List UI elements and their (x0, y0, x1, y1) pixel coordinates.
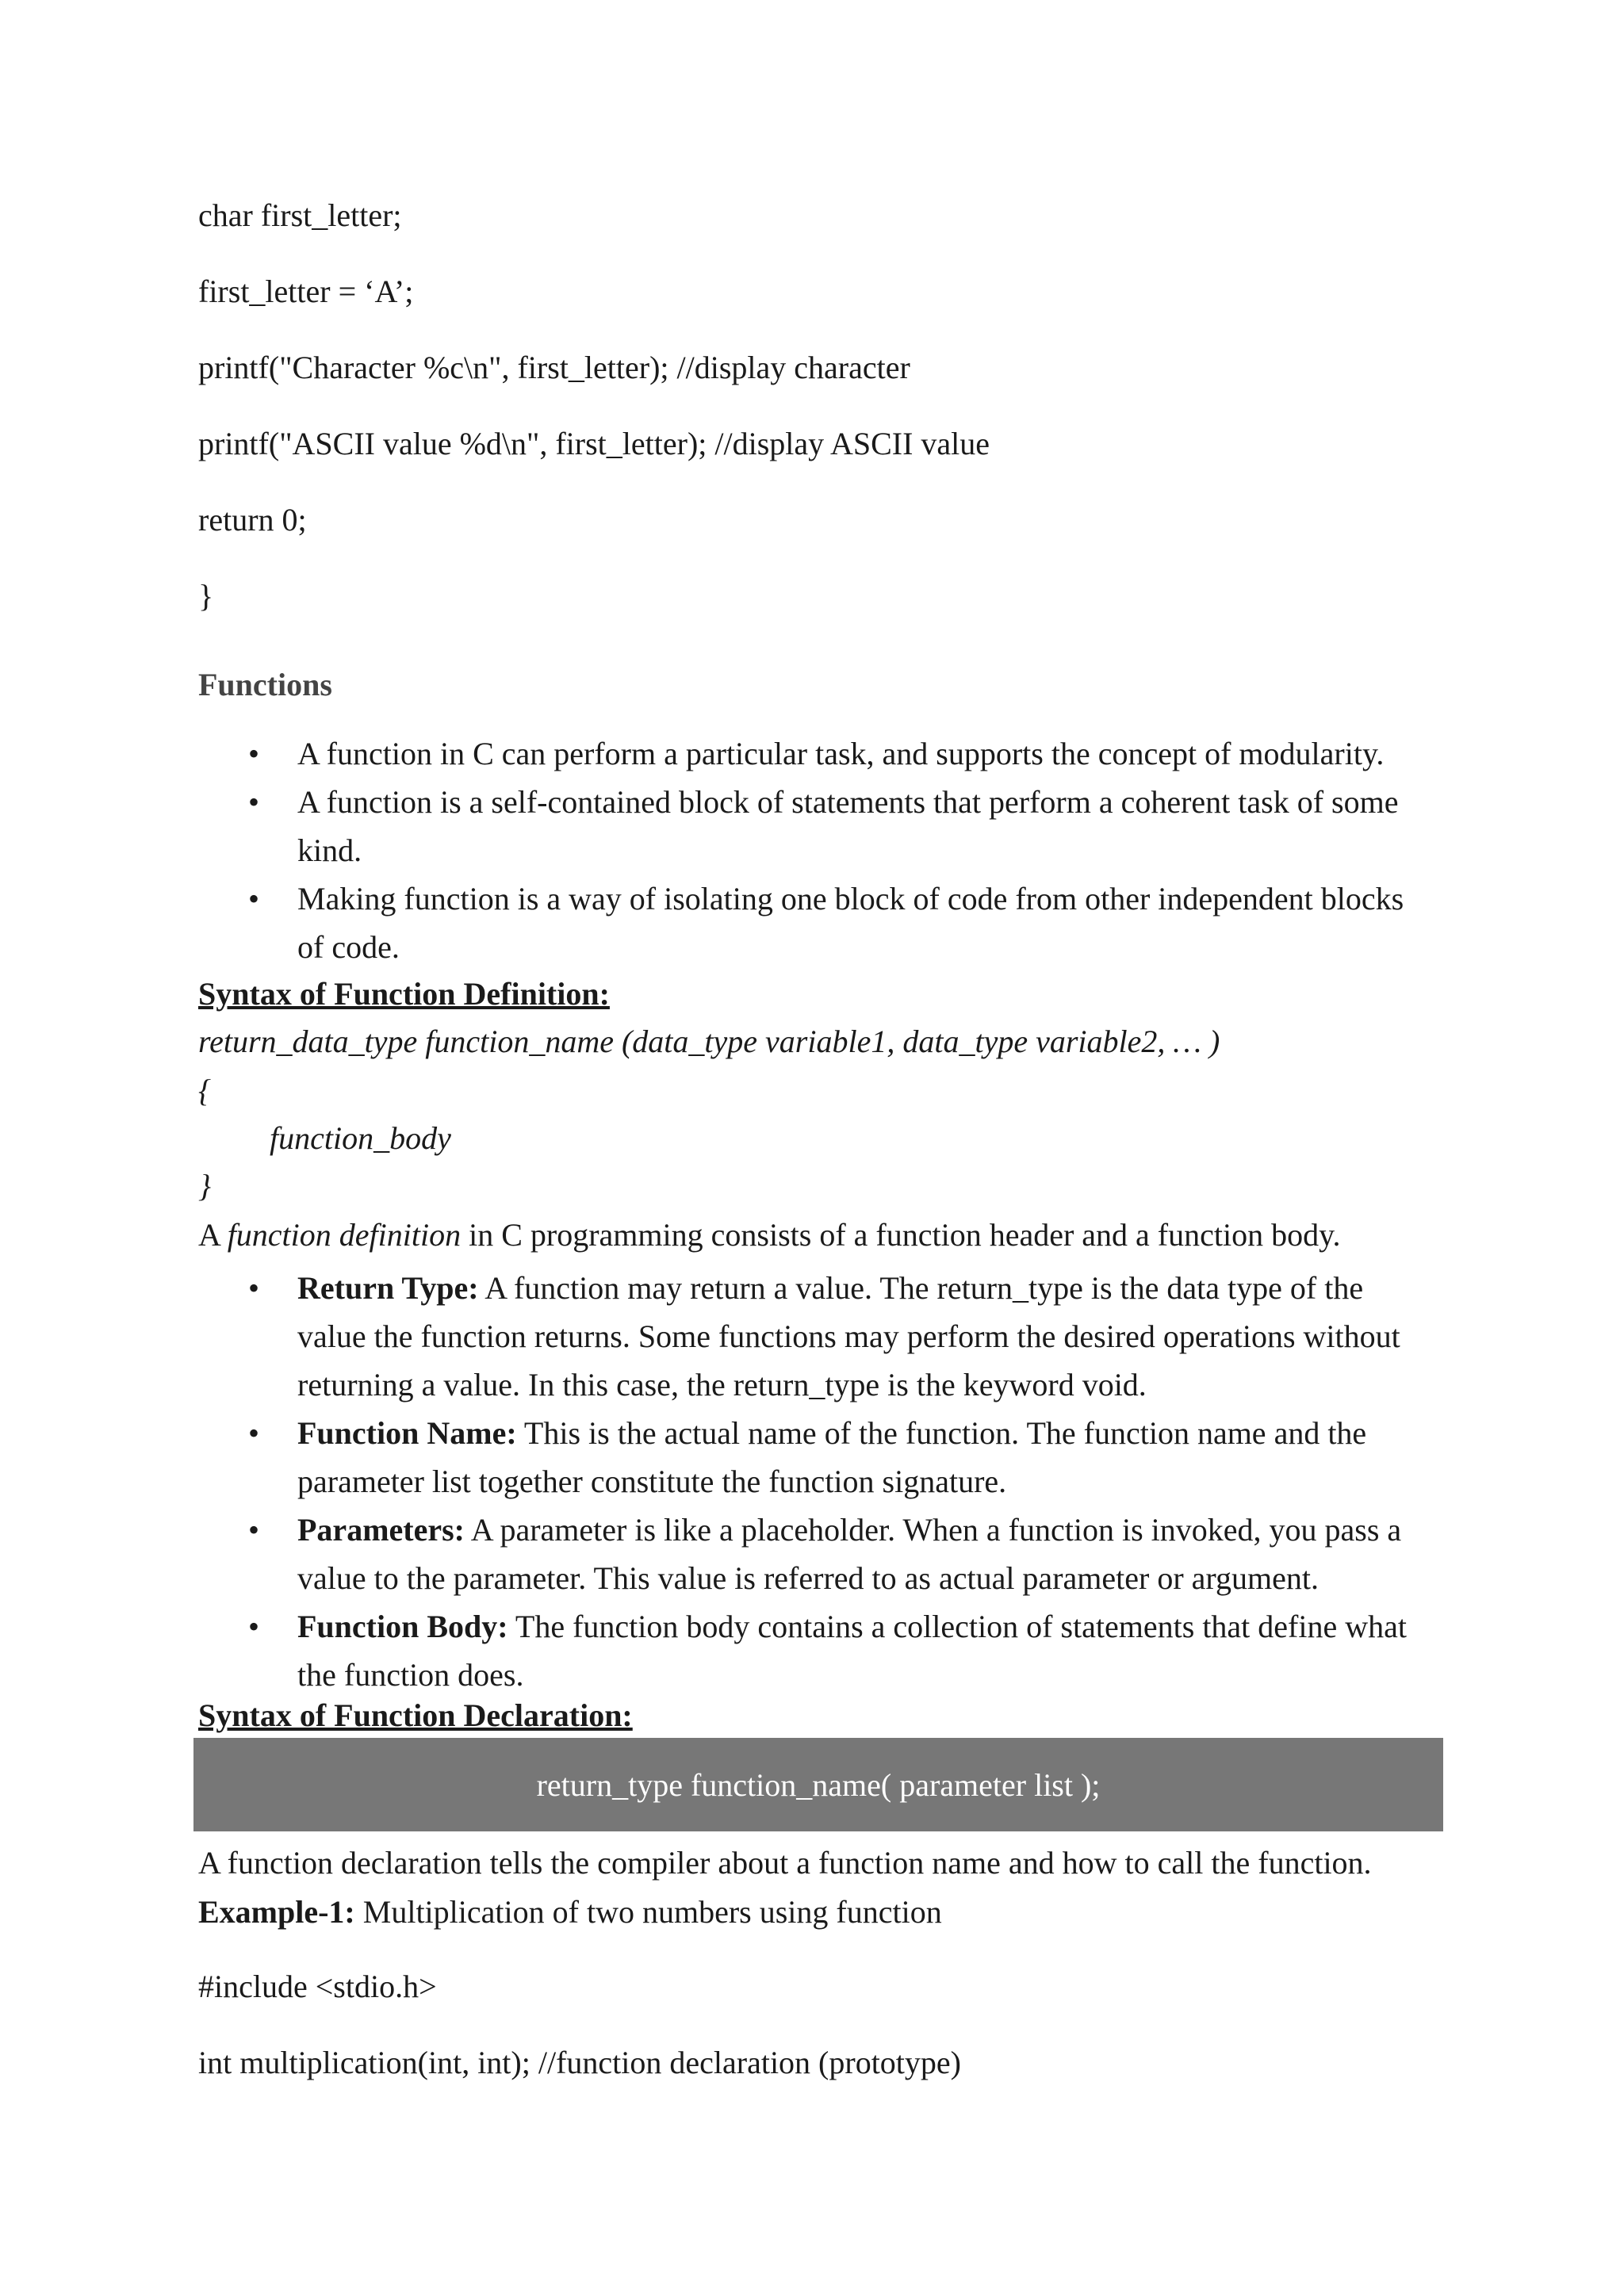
code-line: return 0; (198, 502, 307, 538)
item-text: A function may return a value. The return_type is the data type of the value the function returns. Some functions may perform the desired operations without returning a value. In this case, the return_type is the keyword void. (297, 1270, 1400, 1402)
list-item (198, 1409, 1435, 1506)
code-line: } (198, 578, 214, 614)
code-line: first_letter = ‘A’; (198, 274, 414, 309)
bullet-icon: • (248, 1609, 260, 1644)
section-heading-definition: Syntax of Function Definition: (198, 976, 610, 1012)
example-label: Example-1: (198, 1894, 355, 1930)
definition-close-brace: } (198, 1168, 211, 1203)
list-item (198, 729, 1435, 778)
item-label: Function Body: (297, 1609, 508, 1644)
list-item (198, 1506, 1435, 1602)
code-line: printf("ASCII value %d\n", first_letter); //display ASCII value (198, 426, 990, 461)
list-item (198, 1264, 1435, 1409)
code-line: #include <stdio.h> (198, 1969, 437, 2004)
example-text: Multiplication of two numbers using function (354, 1894, 942, 1930)
bullet-icon: • (248, 881, 260, 916)
code-line: int multiplication(int, int); //function declaration (prototype) (198, 2045, 961, 2080)
desc-prefix: A (198, 1217, 228, 1253)
section-heading-declaration: Syntax of Function Declaration: (198, 1697, 633, 1733)
declaration-syntax-text: return_type function_name( parameter list ); (536, 1766, 1101, 1803)
definition-open-brace: { (198, 1073, 211, 1108)
bullet-text: A function is a self-contained block of statements that perform a coherent task of some kind. (297, 784, 1399, 868)
bullet-icon: • (248, 1415, 260, 1451)
list-item (198, 874, 1435, 971)
bullet-text: Making function is a way of isolating one block of code from other independent blocks of code. (297, 881, 1404, 965)
code-line: char first_letter; (198, 197, 402, 233)
example-caption (198, 1893, 942, 1931)
bullet-icon: • (248, 736, 260, 771)
bullet-text: A function in C can perform a particular task, and supports the concept of modularity. (297, 736, 1385, 771)
bullet-icon: • (248, 1512, 260, 1548)
definition-body: function_body (270, 1120, 451, 1156)
item-label: Parameters: (297, 1512, 465, 1548)
definition-parts-list (198, 1264, 1435, 1699)
definition-description (198, 1216, 1340, 1254)
item-text: This is the actual name of the function. The function name and the parameter list together constitute the function signature. (297, 1415, 1367, 1499)
desc-suffix: in C programming consists of a function header and a function body. (461, 1217, 1341, 1253)
declaration-syntax-box (193, 1738, 1443, 1831)
functions-bullet-list (198, 729, 1435, 971)
section-heading-functions: Functions (198, 667, 332, 702)
item-label: Return Type: (297, 1270, 479, 1306)
code-line: printf("Character %c\n", first_letter); //display character (198, 350, 910, 385)
list-item (198, 778, 1435, 874)
desc-italic-term: function definition (227, 1217, 462, 1253)
item-text: The function body contains a collection of statements that define what the function does. (297, 1609, 1407, 1693)
list-item (198, 1602, 1435, 1699)
definition-syntax-line: return_data_type function_name (data_type variable1, data_type variable2, … ) (198, 1024, 1220, 1059)
item-label: Function Name: (297, 1415, 517, 1451)
declaration-description: A function declaration tells the compiler about a function name and how to call the function. (198, 1845, 1372, 1881)
bullet-icon: • (248, 1270, 260, 1306)
item-text: A parameter is like a placeholder. When a function is invoked, you pass a value to the parameter. This value is referred to as actual parameter or argument. (297, 1512, 1402, 1596)
bullet-icon: • (248, 784, 260, 820)
